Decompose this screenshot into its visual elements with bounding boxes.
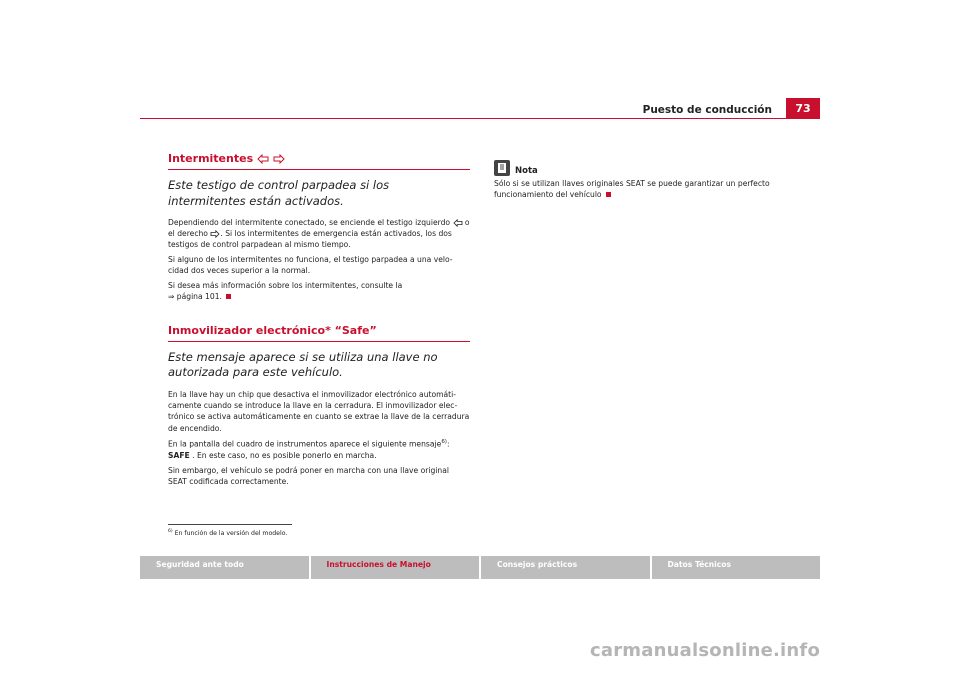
note-title: Nota (515, 166, 538, 176)
text-run: Sólo si se utilizan llaves originales SEAT se puede garantizar un perfecto funcionamiento del vehículo (494, 179, 770, 200)
note-text (494, 178, 794, 200)
paragraph (168, 280, 470, 302)
tab-datos[interactable]: Datos Técnicos (652, 556, 821, 579)
page-reference-link[interactable]: ⇒ página 101. (168, 292, 222, 302)
turn-signal-right-icon (273, 154, 285, 164)
turn-signal-left-icon (257, 154, 269, 164)
end-of-section-mark (606, 192, 611, 197)
intro-inmovilizador: Este mensaje aparece si se utiliza una llave no autorizada para este vehículo. (168, 349, 438, 380)
section-title-intermitentes (168, 152, 470, 170)
turn-signal-right-icon (210, 230, 220, 238)
footnote-mark: 6) (168, 529, 173, 534)
section-title-inmovilizador (168, 324, 470, 342)
paragraph (168, 437, 470, 461)
paragraph: Sin embargo, el vehículo se podrá poner en marcha con una llave original SEAT codificada correctamente. (168, 465, 449, 486)
footnote (168, 529, 287, 537)
section-title-text: Inmovilizador electrónico* “Safe” (168, 323, 377, 337)
paragraph: Si alguno de los intermitentes no funciona, el testigo parpadea a una velo-cidad dos veces superior a la normal. (168, 255, 453, 276)
page-number: 73 (786, 98, 820, 119)
note-icon (494, 160, 510, 176)
paragraph (168, 217, 470, 251)
tab-seguridad[interactable]: Seguridad ante todo (140, 556, 309, 579)
text-run: . Si los intermitentes de emergencia están activados, los dos testigos de control parpadean al mismo tiempo. (168, 229, 452, 250)
footnote-reference: 6) (441, 439, 447, 446)
footer-tab-bar (140, 556, 820, 579)
display-message-code: SAFE (168, 450, 190, 460)
watermark: carmanualsonline.info (590, 640, 821, 661)
tab-consejos[interactable]: Consejos prácticos (481, 556, 650, 579)
intro-intermitentes: Este testigo de control parpadea si los intermitentes están activados. (168, 178, 390, 208)
text-run: . En este caso, no es posible ponerlo en marcha. (192, 450, 377, 460)
text-run: Si desea más información sobre los intermitentes, consulte la (168, 281, 403, 291)
paragraph: En la llave hay un chip que desactiva el inmovilizador electrónico automáti-camente cuando se introduce la llave en la cerradura. El inmovilizador elec-trónico se activa automáticamente en cuanto se extrae la llave de la cerradura de encendido. (168, 389, 470, 433)
right-column (494, 160, 794, 204)
header-rule (140, 118, 820, 119)
tab-instrucciones[interactable]: Instrucciones de Manejo (311, 556, 480, 579)
footnote-text: En función de la versión del modelo. (174, 530, 288, 538)
left-column (168, 152, 470, 491)
turn-signal-left-icon (453, 219, 463, 227)
text-run: o el derecho (168, 218, 470, 239)
note-header (494, 160, 794, 176)
page-title: Puesto de conducción (642, 104, 772, 116)
text-run: En la pantalla del cuadro de instrumentos aparece el siguiente mensaje (168, 439, 442, 449)
text-run: : (446, 439, 450, 449)
section-title-text: Intermitentes (168, 152, 254, 165)
end-of-section-mark (226, 294, 231, 299)
footnote-rule (168, 524, 292, 525)
text-run: Dependiendo del intermitente conectado, se enciende el testigo izquierdo (168, 218, 451, 227)
